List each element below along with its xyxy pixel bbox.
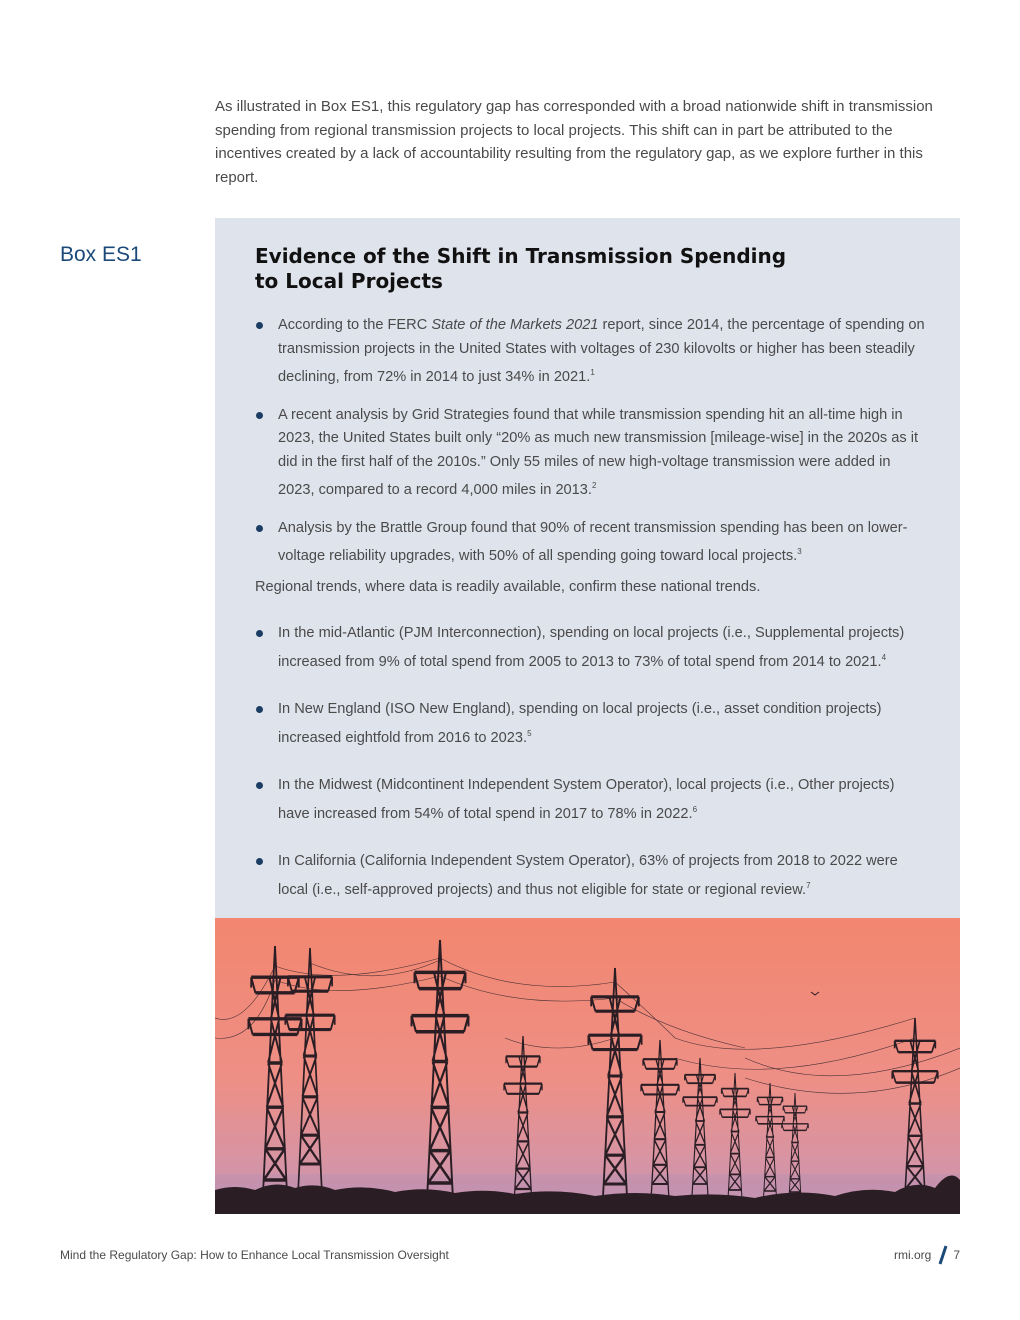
bullet-text: report, since 2014, the percentage of spending on transmission projects in the United States with voltages of 230 kilovolts or higher has been steadily declining, from 72% in 2014 to just 34% in 2021. [278,317,925,385]
footnote-marker: 6 [692,804,698,814]
bullet-grid-strategies [255,404,925,503]
bullet-pjm [255,622,925,674]
site-link[interactable]: rmi.org [893,1248,932,1262]
bullet-dot-icon [256,706,263,713]
footnote-marker: 3 [797,547,802,556]
bullet-ferc [255,314,925,390]
bullet-text: In California (California Independent System Operator), 63% of projects from 2018 to 2022 were local (i.e., self-approved projects) and thus not eligible for state or regional review. [278,853,898,898]
bullet-miso [255,774,925,826]
transmission-towers-photo [215,918,960,1214]
footer-page-info [894,1244,960,1266]
bullet-iso-ne [255,698,925,750]
bullet-dot-icon [256,630,263,637]
bullet-dot-icon [256,412,263,419]
footnote-marker: 2 [591,481,597,490]
box-label: Box ES1 [60,243,142,266]
footnote-marker: 4 [881,652,887,662]
evidence-box [215,218,960,918]
box-title: Evidence of the Shift in Transmission Spending to Local Projects [255,244,787,293]
bullet-dot-icon [256,782,263,789]
page-number: 7 [953,1248,960,1262]
footer-report-title: Mind the Regulatory Gap: How to Enhance Local Transmission Oversight [60,1248,449,1262]
bullet-brattle [255,517,925,569]
bullet-text: In New England (ISO New England), spending on local projects (i.e., asset condition projects) increased eightfold from 2016 to 2023. [278,701,882,746]
bullet-text: Analysis by the Brattle Group found that 90% of recent transmission spending has been on lower-voltage reliability upgrades, with 50% of all spending going toward local projects. [278,519,908,564]
footnote-marker: 1 [590,368,595,377]
bullet-dot-icon [256,858,263,865]
footnote-marker: 5 [527,728,532,738]
bullet-dot-icon [256,525,263,532]
bullet-dot-icon [256,322,263,329]
bullet-text: According to the FERC [278,317,432,333]
bullet-text: In the mid-Atlantic (PJM Interconnection), spending on local projects (i.e., Supplemental projects) increased from 9% of total spend from 2005 to 2013 to 73% of total spend from 2014 to 2021. [278,625,905,670]
bullet-text: A recent analysis by Grid Strategies found that while transmission spending hit an all-time high in 2023, the United States built only “20% as much new transmission [mileage-wise] in the 2020s as it did in the first half of the 2010s.” Only 55 miles of new high-voltage transmission were added in 2023, compared to a record 4,000 miles in 2013. [278,406,919,498]
intro-paragraph: As illustrated in Box ES1, this regulatory gap has corresponded with a broad nationwide shift in transmission spending from regional transmission projects to local projects. This shift can in part be attributed to the incentives created by a lack of accountability resulting from the regulatory gap, as we explore further in this report. [215,98,933,186]
regional-intro: Regional trends, where data is readily available, confirm these national trends. [255,578,761,595]
slash-divider-icon [937,1245,949,1265]
bullet-caiso [255,850,925,902]
bullet-text: In the Midwest (Midcontinent Independent System Operator), local projects (i.e., Other projects) have increased from 54% of total spend in 2017 to 78% in 2022. [278,777,895,822]
report-title: State of the Markets 2021 [431,317,599,333]
footnote-marker: 7 [806,880,811,890]
sunset-pylons-illustration [215,918,960,1214]
bullet-list [255,314,925,902]
